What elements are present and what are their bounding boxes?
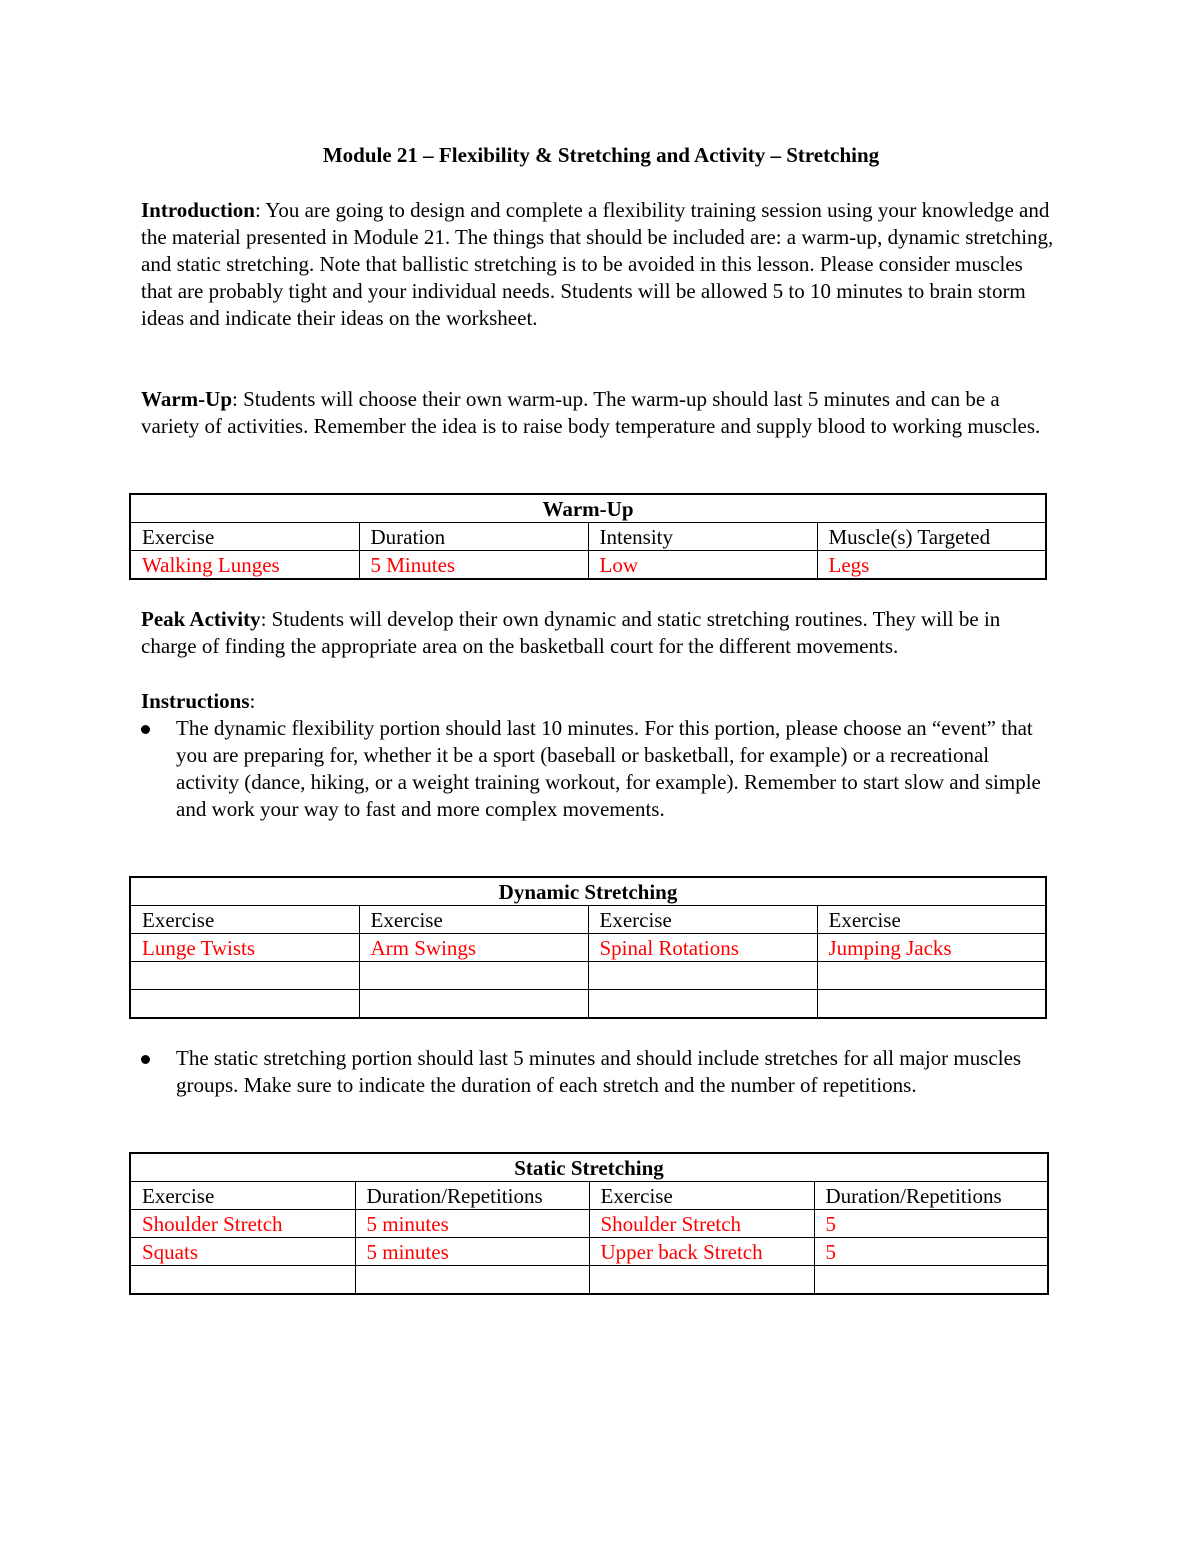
- table-title-row: [130, 1153, 1048, 1182]
- table-cell[interactable]: [588, 990, 817, 1019]
- column-header: Duration/Repetitions: [814, 1182, 1048, 1210]
- warmup-text: : Students will choose their own warm-up. The warm-up should last 5 minutes and can be a variety of activities. Remember the idea is to raise body temperature and supply blood to working muscles.: [141, 387, 1041, 438]
- table-cell[interactable]: [130, 1266, 355, 1295]
- table-cell[interactable]: [588, 962, 817, 990]
- peak-activity-label: Peak Activity: [141, 607, 261, 631]
- bullet-text-static: The static stretching portion should last 5 minutes and should include stretches for all major muscles groups. Make sure to indicate the duration of each stretch and the number of repetitions.: [176, 1046, 1022, 1097]
- table-cell[interactable]: 5: [814, 1210, 1048, 1238]
- table-header-row: [130, 523, 1046, 551]
- table-cell[interactable]: 5 minutes: [355, 1210, 589, 1238]
- table-cell[interactable]: [359, 962, 588, 990]
- column-header: Intensity: [588, 523, 817, 551]
- table-cell[interactable]: [355, 1266, 589, 1295]
- table-cell[interactable]: Arm Swings: [359, 934, 588, 962]
- table-header-row: [130, 1182, 1048, 1210]
- dynamic-table-title: Dynamic Stretching: [130, 877, 1046, 906]
- table-header-row: [130, 906, 1046, 934]
- table-cell[interactable]: [130, 990, 359, 1019]
- table-row: [130, 551, 1046, 580]
- introduction-paragraph: [141, 197, 1056, 332]
- warmup-table-title: Warm-Up: [130, 494, 1046, 523]
- peak-activity-paragraph: [141, 606, 1056, 660]
- table-cell[interactable]: [130, 962, 359, 990]
- dynamic-stretching-table: [129, 876, 1047, 1019]
- warmup-table: [129, 493, 1047, 580]
- column-header: Exercise: [589, 1182, 814, 1210]
- table-cell[interactable]: Shoulder Stretch: [589, 1210, 814, 1238]
- column-header: Duration/Repetitions: [355, 1182, 589, 1210]
- table-cell[interactable]: 5 Minutes: [359, 551, 588, 580]
- table-row: [130, 1210, 1048, 1238]
- table-cell[interactable]: Jumping Jacks: [817, 934, 1046, 962]
- table-cell[interactable]: [814, 1266, 1048, 1295]
- column-header: Muscle(s) Targeted: [817, 523, 1046, 551]
- column-header: Exercise: [588, 906, 817, 934]
- table-cell[interactable]: Upper back Stretch: [589, 1238, 814, 1266]
- introduction-label: Introduction: [141, 198, 255, 222]
- table-cell[interactable]: Lunge Twists: [130, 934, 359, 962]
- table-cell[interactable]: Legs: [817, 551, 1046, 580]
- table-row: [130, 962, 1046, 990]
- table-cell[interactable]: 5: [814, 1238, 1048, 1266]
- table-title-row: [130, 494, 1046, 523]
- table-cell[interactable]: Spinal Rotations: [588, 934, 817, 962]
- warmup-label: Warm-Up: [141, 387, 232, 411]
- table-title-row: [130, 877, 1046, 906]
- column-header: Exercise: [130, 906, 359, 934]
- page-title: Module 21 – Flexibility & Stretching and Activity – Stretching: [322, 143, 880, 167]
- bullet-icon: [141, 725, 150, 734]
- list-item: [141, 715, 1056, 823]
- static-table-title: Static Stretching: [130, 1153, 1048, 1182]
- table-cell[interactable]: Shoulder Stretch: [130, 1210, 355, 1238]
- column-header: Exercise: [359, 906, 588, 934]
- column-header: Exercise: [817, 906, 1046, 934]
- instructions-list-1: [141, 715, 1056, 823]
- column-header: Exercise: [130, 523, 359, 551]
- column-header: Exercise: [130, 1182, 355, 1210]
- table-row: [130, 934, 1046, 962]
- table-cell[interactable]: [817, 990, 1046, 1019]
- peak-activity-text: : Students will develop their own dynamic and static stretching routines. They will be in charge of finding the appropriate area on the basketball court for the different movements.: [141, 607, 1001, 658]
- instructions-heading: [141, 688, 1056, 715]
- column-header: Duration: [359, 523, 588, 551]
- table-cell[interactable]: [817, 962, 1046, 990]
- table-cell[interactable]: Squats: [130, 1238, 355, 1266]
- instructions-list-2: [141, 1045, 1056, 1099]
- instructions-colon: :: [249, 689, 256, 713]
- table-cell[interactable]: Walking Lunges: [130, 551, 359, 580]
- table-cell[interactable]: Low: [588, 551, 817, 580]
- table-cell[interactable]: [589, 1266, 814, 1295]
- bullet-text-dynamic: The dynamic flexibility portion should last 10 minutes. For this portion, please choose an “event” that you are preparing for, whether it be a sport (baseball or basketball, for example) or a recreational activity (dance, hiking, or a weight training workout, for example). Remember to start slow and simple and work your way to fast and more complex movements.: [176, 716, 1041, 821]
- table-cell[interactable]: [359, 990, 588, 1019]
- static-stretching-table: [129, 1152, 1049, 1295]
- instructions-label: Instructions: [141, 689, 250, 713]
- warmup-paragraph: [141, 386, 1056, 440]
- table-row: [130, 1266, 1048, 1295]
- table-cell[interactable]: 5 minutes: [355, 1238, 589, 1266]
- table-row: [130, 1238, 1048, 1266]
- bullet-icon: [141, 1055, 150, 1064]
- introduction-text: : You are going to design and complete a flexibility training session using your knowledge and the material presented in Module 21. The things that should be included are: a warm-up, dynamic stretching, and static stretching. Note that ballistic stretching is to be avoided in this lesson. Please consider muscles that are probably tight and your individual needs. Students will be allowed 5 to 10 minutes to brain storm ideas and indicate their ideas on the worksheet.: [141, 198, 1054, 330]
- table-row: [130, 990, 1046, 1019]
- list-item: [141, 1045, 1056, 1099]
